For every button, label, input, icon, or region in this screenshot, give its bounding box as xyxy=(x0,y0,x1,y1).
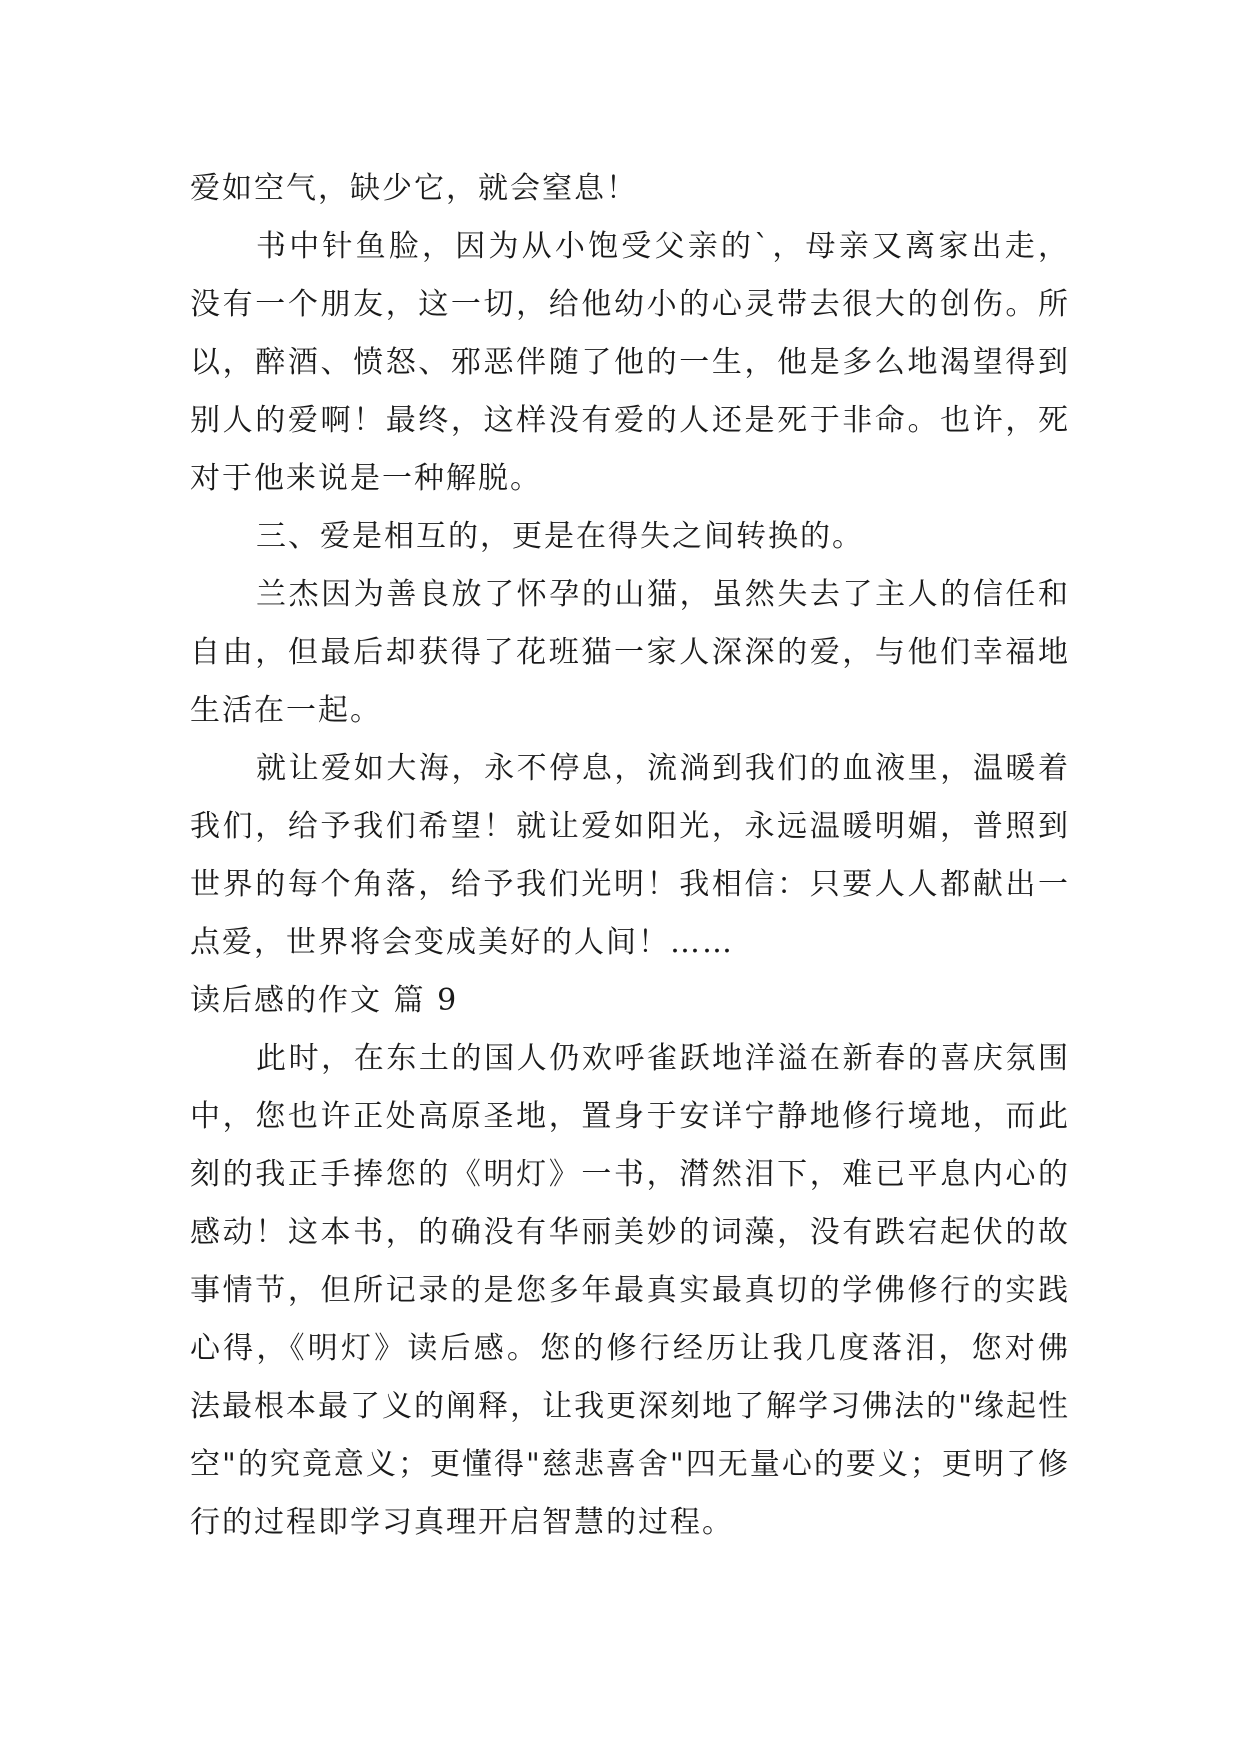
paragraph: 书中针鱼脸，因为从小饱受父亲的`，母亲又离家出走，没有一个朋友，这一切，给他幼小的心灵带去很大的创伤。所以，醉酒、愤怒、邪恶伴随了他的一生，他是多么地渴望得到别人的爱啊！最终，这样没有爱的人还是死于非命。也许，死对于他来说是一种解脱。 xyxy=(190,229,1070,496)
paragraph: 三、爱是相互的，更是在得失之间转换的。 xyxy=(256,519,864,554)
paragraph: 兰杰因为善良放了怀孕的山猫，虽然失去了主人的信任和自由，但最后却获得了花班猫一家人深深的爱，与他们幸福地生活在一起。 xyxy=(190,577,1070,728)
document-body xyxy=(190,160,1070,1552)
paragraph: 就让爱如大海，永不停息，流淌到我们的血液里，温暖着我们，给予我们希望！就让爱如阳光，永远温暖明媚，普照到世界的每个角落，给予我们光明！我相信：只要人人都献出一点爱，世界将会变成美好的人间！…… xyxy=(190,751,1070,960)
section-heading: 读后感的作文 篇 9 xyxy=(190,983,459,1018)
paragraph: 爱如空气，缺少它，就会窒息！ xyxy=(190,171,638,206)
paragraph: 此时，在东土的国人仍欢呼雀跃地洋溢在新春的喜庆氛围中，您也许正处高原圣地，置身于安详宁静地修行境地，而此刻的我正手捧您的《明灯》一书，潸然泪下，难已平息内心的感动！这本书，的确没有华丽美妙的词藻，没有跌宕起伏的故事情节，但所记录的是您多年最真实最真切的学佛修行的实践心得，《明灯》读后感。您的修行经历让我几度落泪，您对佛法最根本最了义的阐释，让我更深刻地了解学习佛法的"缘起性空"的究竟意义；更懂得"慈悲喜舍"四无量心的要义；更明了修行的过程即学习真理开启智慧的过程。 xyxy=(190,1041,1070,1540)
